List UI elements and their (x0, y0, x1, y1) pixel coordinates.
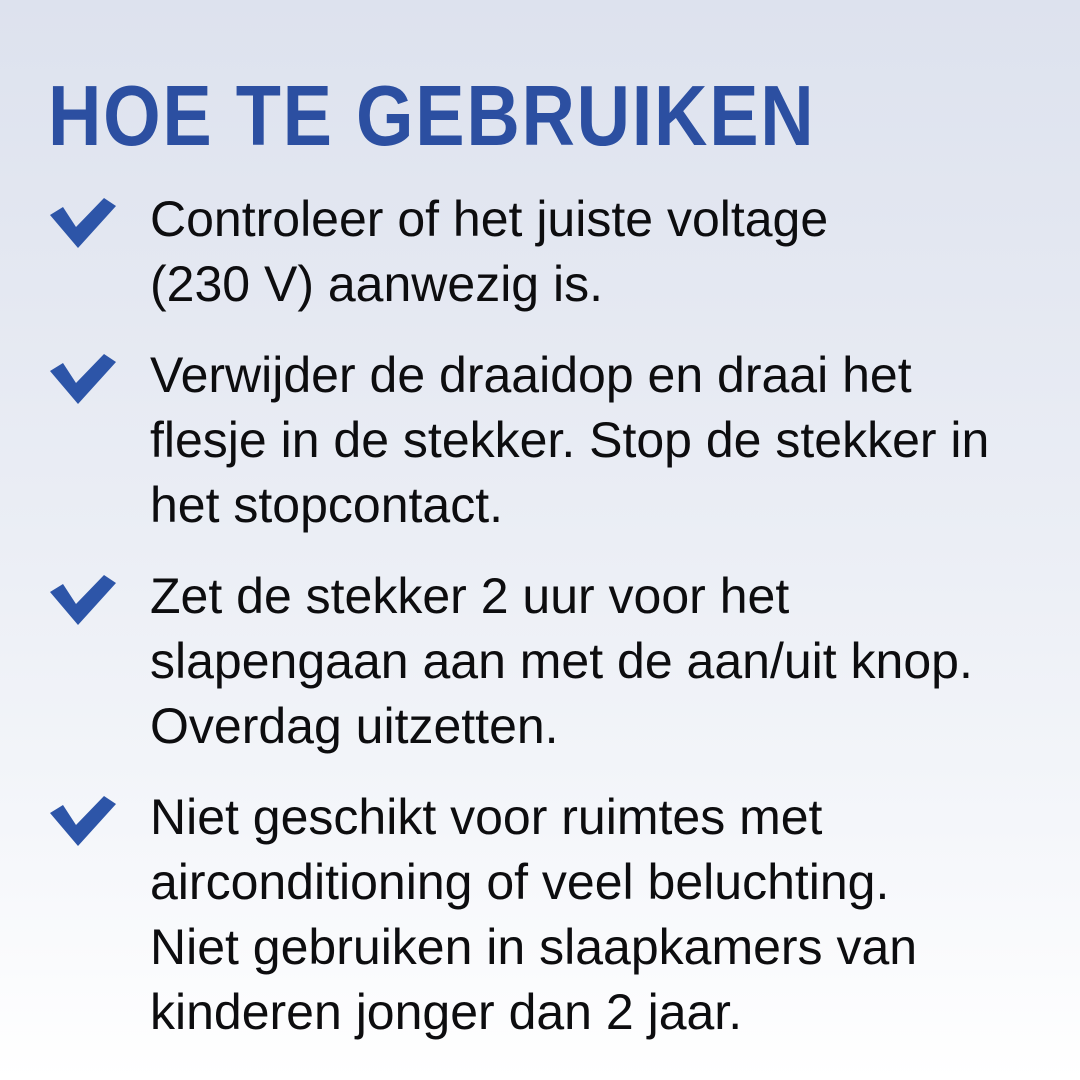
check-icon (50, 198, 116, 248)
instruction-line: kinderen jonger dan 2 jaar. (150, 984, 743, 1040)
check-icon (50, 354, 116, 404)
page-title: HOE TE GEBRUIKEN (48, 69, 816, 164)
instruction-line: Verwijder de draaidop en draai het (150, 347, 912, 403)
instruction-line: airconditioning of veel beluchting. (150, 854, 890, 910)
checklist-item (48, 187, 1040, 317)
checklist-item (48, 785, 1040, 1045)
instruction-line: Niet geschikt voor ruimtes met (150, 789, 823, 845)
instruction-text (150, 564, 973, 759)
instruction-line: Controleer of het juiste voltage (150, 191, 829, 247)
checklist-item (48, 343, 1040, 538)
check-icon (50, 575, 116, 625)
check-icon (50, 796, 116, 846)
instruction-line: Niet gebruiken in slaapkamers van (150, 919, 918, 975)
instruction-line: Zet de stekker 2 uur voor het (150, 568, 790, 624)
instruction-text (150, 785, 917, 1045)
instruction-text (150, 343, 989, 538)
checklist-item (48, 564, 1040, 759)
instruction-line: Overdag uitzetten. (150, 698, 559, 754)
instruction-line: het stopcontact. (150, 477, 504, 533)
instruction-line: (230 V) aanwezig is. (150, 256, 604, 312)
checklist (48, 187, 1040, 1045)
instruction-line: flesje in de stekker. Stop de stekker in (150, 412, 990, 468)
instruction-line: slapengaan aan met de aan/uit knop. (150, 633, 973, 689)
instruction-text (150, 187, 828, 317)
